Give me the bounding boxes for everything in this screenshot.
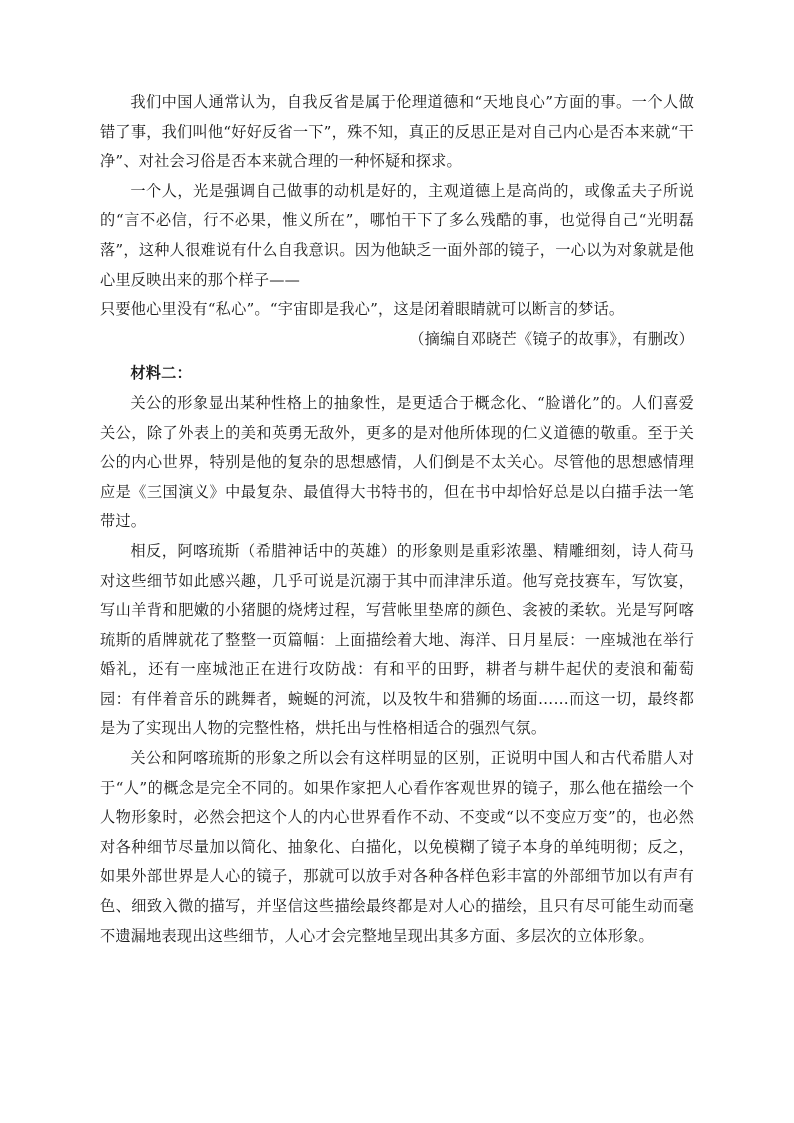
section-heading-material-two: 材料二： <box>130 364 192 383</box>
document-page <box>100 88 694 951</box>
paragraph-reflection: 我们中国人通常认为，自我反省是属于伦理道德和“天地良心”方面的事。一个人做错了事，我们叫他“好好反省一下”，殊不知，真正的反思正是对自己内心是否本来就“干净”、对社会习俗是否本来就合理的一种怀疑和探求。 <box>100 93 694 171</box>
paragraph-mirror-lack: 一个人，光是强调自己做事的动机是好的，主观道德上是高尚的，或像孟夫子所说的“言不必信，行不必果，惟义所在”，哪怕干下了多么残酷的事，也觉得自己“光明磊落”，这种人很难说有什么自我意识。因为他缺乏一面外部的镜子，一心以为对象就是他心里反映出来的那个样子—— <box>100 181 694 289</box>
paragraph-dream-talk: 只要他心里没有“私心”。“宇宙即是我心”，这是闭着眼睛就可以断言的梦话。 <box>100 300 625 319</box>
paragraph-comparison: 关公和阿喀琉斯的形象之所以会有这样明显的区别，正说明中国人和古代希腊人对于“人”的概念是完全不同的。如果作家把人心看作客观世界的镜子，那么他在描绘一个人物形象时，必然会把这个人的内心世界看作不动、不变或“以不变应万变”的，也必然对各种细节尽量加以简化、抽象化、白描化，以免模糊了镜子本身的单纯明彻；反之，如果外部世界是人心的镜子，那就可以放手对各种各样色彩丰富的外部细节加以有声有色、细致入微的描写，并坚信这些描绘最终都是对人心的描绘，且只有尽可能生动而毫不遗漏地表现出这些细节，人心才会完整地呈现出其多方面、多层次的立体形象。 <box>100 749 694 945</box>
source-citation: （摘编自邓晓芒《镜子的故事》，有删改） <box>409 329 694 348</box>
paragraph-achilles: 相反，阿喀琉斯（希腊神话中的英雄）的形象则是重彩浓墨、精雕细刻，诗人荷马对这些细节如此感兴趣，几乎可说是沉溺于其中而津津乐道。他写竞技赛车，写饮宴，写山羊背和肥嫩的小猪腿的烧烤过程，写营帐里垫席的颜色、衾被的柔软。光是写阿喀琉斯的盾牌就花了整整一页篇幅：上面描绘着大地、海洋、日月星辰：一座城池在举行婚礼，还有一座城池正在进行攻防战：有和平的田野，耕者与耕牛起伏的麦浪和葡萄园：有伴着音乐的跳舞者，蜿蜒的河流，以及牧牛和猎狮的场面……而这一切，最终都是为了实现出人物的完整性格，烘托出与性格相适合的强烈气氛。 <box>100 541 694 738</box>
paragraph-guan-gong: 关公的形象显出某种性格上的抽象性，是更适合于概念化、“脸谱化”的。人们喜爱关公，除了外表上的美和英勇无敌外，更多的是对他所体现的仁义道德的敬重。至于关公的内心世界，特别是他的复杂的思想感情，人们倒是不太关心。尽管他的思想感情理应是《三国演义》中最复杂、最值得大书特书的，但在书中却恰好总是以白描手法一笔带过。 <box>100 393 694 531</box>
